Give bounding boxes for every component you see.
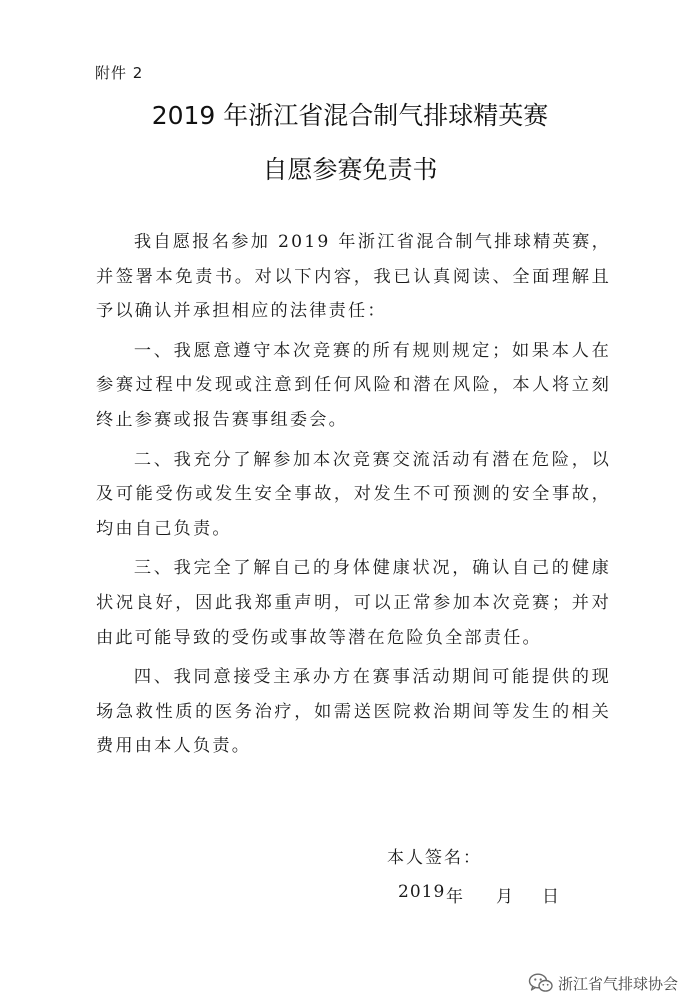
paragraph-clause-2: 二、我充分了解参加本次竞赛交流活动有潜在危险，以及可能受伤或发生安全事故，对发生不可预测的安全事故，均由自己负责。 [96,449,611,539]
paragraph-clause-4: 四、我同意接受主承办方在赛事活动期间可能提供的现场急救性质的医务治疗，如需送医院救治期间等发生的相关费用由本人负责。 [96,667,611,757]
paragraph-clause-1: 一、我愿意遵守本次竞赛的所有规则规定；如果本人在参赛过程中发现或注意到任何风险和潜在风险，本人将立刻终止参赛或报告赛事组委会。 [96,340,611,430]
signature-label: 本人签名： [387,848,482,868]
paragraph-clause-3: 三、我完全了解自己的身体健康状况，确认自己的健康状况良好，因此我郑重声明，可以正常参加本次竞赛；并对由此可能导致的受伤或事故等潜在危险负全部责任。 [96,558,611,648]
wechat-icon [528,972,554,994]
attachment-label: 附件 2 [95,64,144,82]
watermark-text: 浙江省气排球协会 [557,974,678,993]
document-title: 2019 年浙江省混合制气排球精英赛 [151,101,549,130]
paragraph-intro: 我自愿报名参加 2019 年浙江省混合制气排球精英赛，并签署本免责书。对以下内容，我已认真阅读、全面理解且予以确认并承担相应的法律责任： [96,232,611,322]
date-year: 2019 [398,882,446,902]
document-body [96,225,611,769]
watermark [528,972,678,994]
date-year-label: 年 [446,887,464,907]
date-month-label: 月 [496,887,514,907]
date-day-label: 日 [542,887,560,907]
document-subtitle: 自愿参赛免责书 [262,155,438,184]
